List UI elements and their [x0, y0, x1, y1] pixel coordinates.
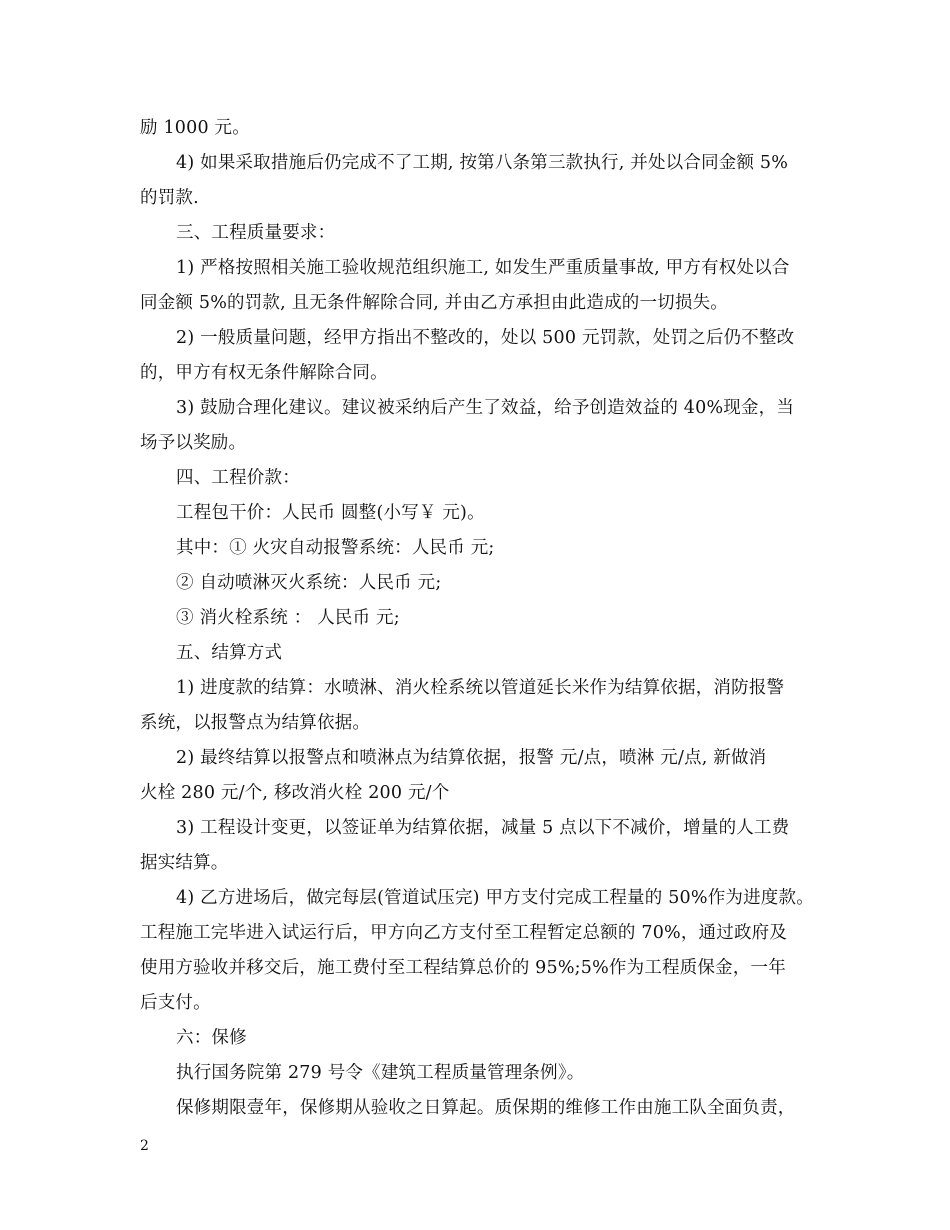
section-heading-settlement: 五、结算方式	[176, 643, 283, 663]
text-line-1: 励 1000 元。	[140, 118, 250, 138]
section-heading-warranty: 六：保修	[176, 1028, 247, 1048]
text-line-14: ② 自动喷淋灭火系统：人民币 元;	[176, 573, 442, 593]
text-line-8: 的，甲方有权无条件解除合同。	[140, 363, 388, 383]
text-line-9: 3) 鼓励合理化建议。建议被采纳后产生了效益，给予创造效益的 40%现金，当	[176, 398, 795, 418]
text-line-21: 3) 工程设计变更，以签证单为结算依据，减量 5 点以下不减价，增量的人工费	[176, 818, 790, 838]
page-number: 2	[140, 1138, 149, 1154]
text-line-10: 场予以奖励。	[140, 433, 247, 453]
section-heading-quality: 三、工程质量要求：	[176, 223, 336, 243]
text-line-15: ③ 消火栓系统 ： 人民币 元;	[176, 608, 400, 628]
text-line-7: 2) 一般质量问题，经甲方指出不整改的，处以 500 元罚款，处罚之后仍不整改	[176, 328, 795, 348]
text-line-18: 系统，以报警点为结算依据。	[140, 713, 371, 733]
text-line-12: 工程包干价：人民币 圆整(小写￥ 元)。	[176, 503, 485, 523]
text-line-13: 其中：① 火灾自动报警系统：人民币 元;	[176, 538, 495, 558]
text-line-6: 同金额 5%的罚款, 且无条件解除合同, 并由乙方承担由此造成的一切损失。	[140, 293, 728, 313]
text-line-3: 的罚款.	[140, 188, 199, 208]
text-line-19: 2) 最终结算以报警点和喷淋点为结算依据，报警 元/点，喷淋 元/点, 新做消	[176, 748, 767, 768]
document-body	[140, 111, 820, 1126]
text-line-20: 火栓 280 元/个, 移改消火栓 200 元/个	[140, 783, 450, 803]
text-line-2: 4) 如果采取措施后仍完成不了工期, 按第八条第三款执行, 并处以合同金额 5%	[176, 153, 789, 173]
text-line-29: 保修期限壹年，保修期从验收之日算起。质保期的维修工作由施工队全面负责，	[176, 1098, 796, 1118]
text-line-17: 1) 进度款的结算：水喷淋、消火栓系统以管道延长米作为结算依据，消防报警	[176, 678, 785, 698]
text-line-28: 执行国务院第 279 号令《建筑工程质量管理条例》。	[176, 1063, 585, 1083]
text-line-22: 据实结算。	[140, 853, 229, 873]
text-line-24: 工程施工完毕进入试运行后，甲方向乙方支付至工程暂定总额的 70%，通过政府及	[140, 923, 788, 943]
text-line-5: 1) 严格按照相关施工验收规范组织施工, 如发生严重质量事故, 甲方有权处以合	[176, 258, 790, 278]
section-heading-price: 四、工程价款：	[176, 468, 300, 488]
text-line-23: 4) 乙方进场后，做完每层(管道试压完) 甲方支付完成工程量的 50%作为进度款。	[176, 888, 814, 908]
text-line-25: 使用方验收并移交后，施工费付至工程结算总价的 95%;5%作为工程质保金，一年	[140, 958, 786, 978]
text-line-26: 后支付。	[140, 993, 211, 1013]
